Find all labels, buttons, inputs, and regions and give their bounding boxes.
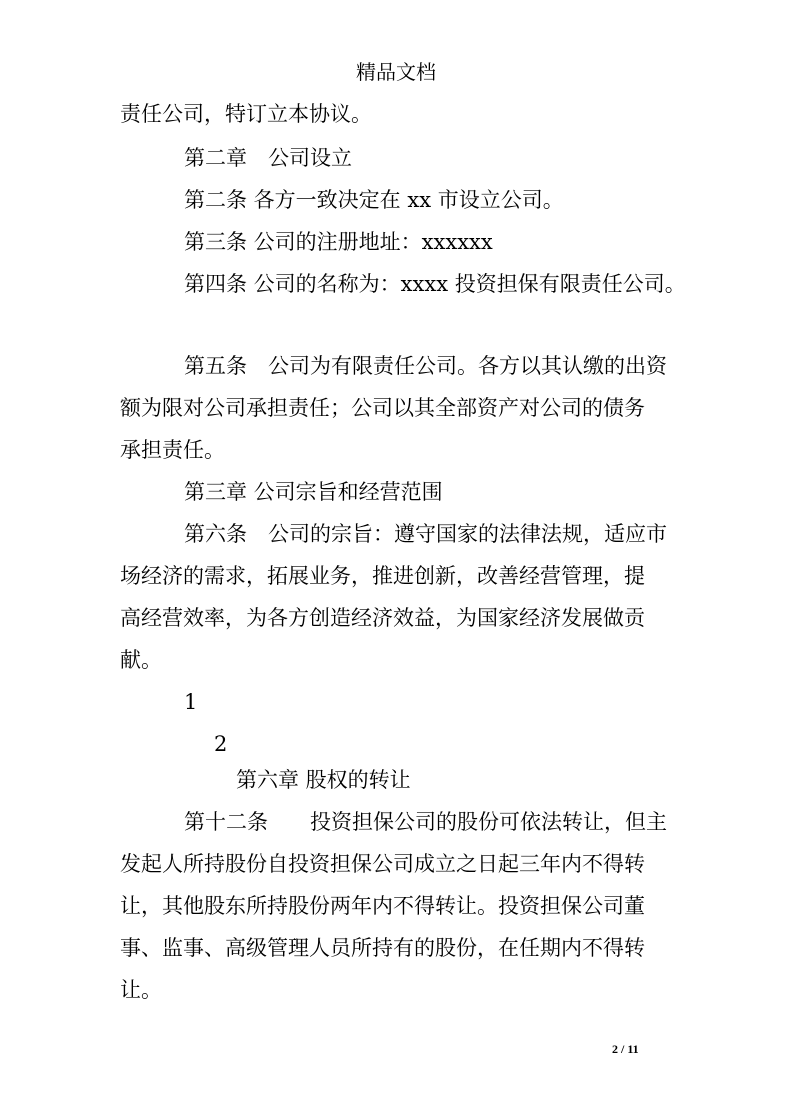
text-line: 事、监事、高级管理人员所持有的股份，在任期内不得转	[120, 936, 645, 960]
chapter-heading: 第六章 股权的转让	[236, 768, 411, 792]
text-line: 献。	[120, 648, 162, 672]
text-line: 让，其他股东所持股份两年内不得转让。投资担保公司董	[120, 894, 645, 918]
chapter-heading: 第三章 公司宗旨和经营范围	[184, 480, 443, 504]
chapter-heading: 第二章 公司设立	[184, 146, 352, 170]
list-number: 1	[184, 690, 198, 714]
list-number: 2	[214, 732, 228, 756]
text-line: 高经营效率，为各方创造经济效益，为国家经济发展做贡	[120, 606, 645, 630]
article-line: 第二条 各方一致决定在 xx 市设立公司。	[184, 188, 564, 212]
text-line: 额为限对公司承担责任；公司以其全部资产对公司的债务	[120, 396, 645, 420]
text-line: 场经济的需求，拓展业务，推进创新，改善经营管理，提	[120, 564, 645, 588]
page-number: 2 / 11	[612, 1042, 639, 1056]
text-line: 发起人所持股份自投资担保公司成立之日起三年内不得转	[120, 852, 645, 876]
text-line: 让。	[120, 978, 162, 1002]
article-line: 第四条 公司的名称为：xxxx 投资担保有限责任公司。	[184, 272, 686, 296]
article-line: 第三条 公司的注册地址：xxxxxx	[184, 230, 493, 254]
page-header-title: 精品文档	[356, 60, 436, 84]
text-line: 责任公司，特订立本协议。	[120, 102, 372, 126]
article-line: 第六条 公司的宗旨：遵守国家的法律法规，适应市	[184, 522, 667, 546]
text-line: 承担责任。	[120, 438, 225, 462]
article-line: 第五条 公司为有限责任公司。各方以其认缴的出资	[184, 354, 667, 378]
article-line: 第十二条 投资担保公司的股份可依法转让，但主	[184, 810, 667, 834]
